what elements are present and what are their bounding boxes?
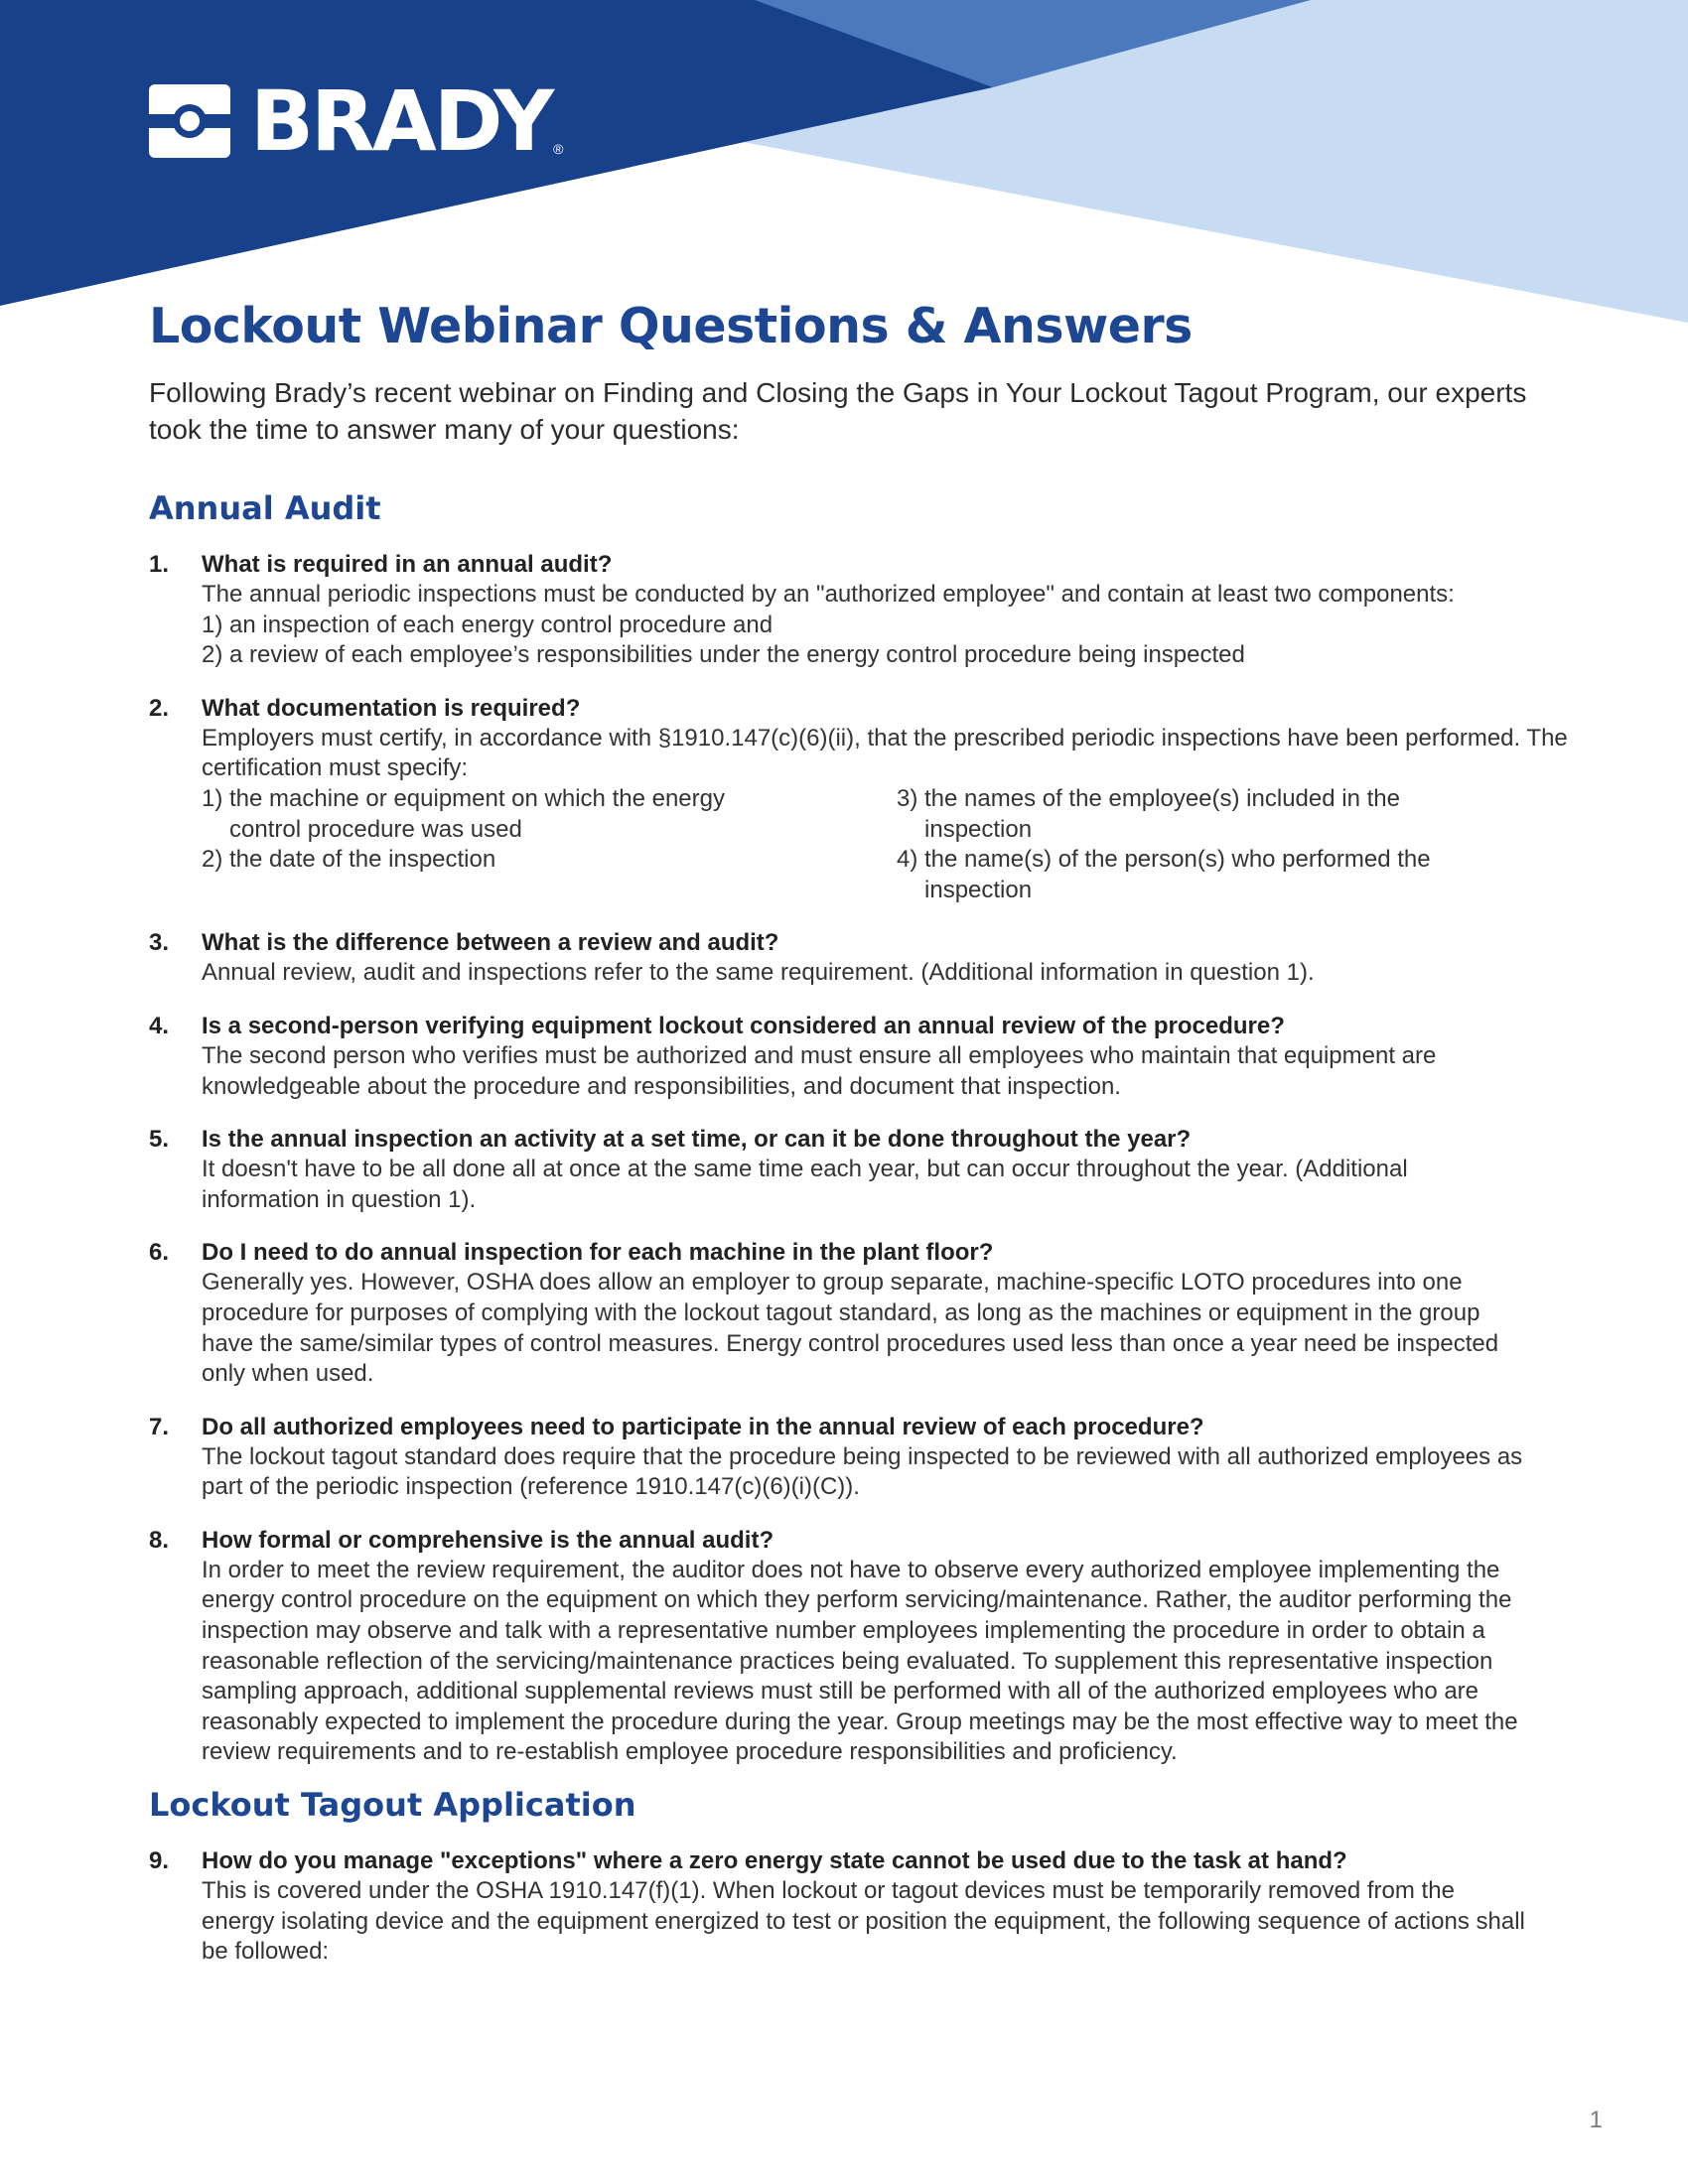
answer-text: The lockout tagout standard does require that the procedure being inspected to be reviewed with all authorized employees as part of the periodic inspection (reference 1910.147(c)(6)(i)(C)).: [202, 1442, 1523, 1501]
section-heading-annual-audit: Annual Audit: [149, 489, 381, 527]
question-number: 2.: [149, 694, 170, 722]
answer-text: The annual periodic inspections must be conducted by an "authorized employee" and contain at least two components:: [202, 581, 1455, 608]
answer-text: It doesn't have to be all done all at once at the same time each year, but can occur throughout the year. (Additional information in question 1).: [202, 1156, 1408, 1213]
list-item: 2) the date of the inspection: [202, 846, 496, 874]
question-text: What is required in an annual audit?: [202, 551, 613, 578]
answer-line: 1) an inspection of each energy control procedure and: [202, 611, 774, 638]
qa-item: [149, 1412, 1529, 1503]
answer-text: In order to meet the review requirement, the auditor does not have to observe every authorized employee implementing the energy control procedure on the equipment on which they perform servicing/maintenance. Rather, the auditor performing the inspection may observe and talk with a representative number employees implementing the procedure in order to obtain a reasonable reflection of the servicing/maintenance practices being evaluated. To supplement this representative inspection sampling approach, additional supplemental reviews must still be performed with all of the authorized employees who are reasonably expected to implement the procedure during the year. Group meetings may be the most effective way to meet the review requirements and to re-establish employee procedure responsibilities and proficiency.: [202, 1556, 1518, 1766]
question-number: 1.: [149, 551, 170, 578]
question-text: What is the difference between a review and audit?: [202, 929, 779, 957]
question-text: How formal or comprehensive is the annual audit?: [202, 1526, 774, 1554]
qa-item: [149, 549, 1529, 671]
question-number: 8.: [149, 1526, 170, 1554]
question-number: 5.: [149, 1126, 170, 1154]
question-text: Do I need to do annual inspection for each machine in the plant floor?: [202, 1239, 994, 1267]
list-item: 4) the name(s) of the person(s) who performed the inspection: [897, 846, 1431, 903]
question-text: Is the annual inspection an activity at a set time, or can it be done throughout the year?: [202, 1126, 1192, 1154]
registered-mark: ®: [553, 141, 564, 157]
question-text: What documentation is required?: [202, 694, 581, 722]
list-item: 1) the machine or equipment on which the energy control procedure was used: [202, 784, 725, 843]
section-heading-lockout-tagout-application: Lockout Tagout Application: [149, 1786, 636, 1825]
certification-list-left: [202, 784, 897, 905]
answer-line: 2) a review of each employee’s responsibilities under the energy control procedure being inspected: [202, 641, 1245, 669]
qa-item: [149, 1011, 1529, 1102]
answer-text: Generally yes. However, OSHA does allow an employer to group separate, machine-specific LOTO procedures into one procedure for purposes of complying with the lockout tagout standard, as long as the machines or equipment in the group have the same/similar types of control measures. Energy control procedures used less than once a year need be inspected only when used.: [202, 1269, 1499, 1388]
intro-paragraph: Following Brady’s recent webinar on Finding and Closing the Gaps in Your Lockout Tagout Program, our experts took the time to answer many of your questions:: [149, 377, 1527, 445]
list-item: 3) the names of the employee(s) included in the inspection: [897, 784, 1400, 843]
brady-logo-mark-icon: [149, 84, 230, 158]
question-text: How do you manage "exceptions" where a zero energy state cannot be used due to the task at hand?: [202, 1847, 1347, 1875]
question-number: 4.: [149, 1012, 170, 1039]
qa-item: [149, 1124, 1529, 1215]
qa-item: [149, 693, 1568, 906]
answer-text: Annual review, audit and inspections refer to the same requirement. (Additional information in question 1).: [202, 959, 1315, 987]
question-number: 7.: [149, 1413, 170, 1440]
answer-text: Employers must certify, in accordance with §1910.147(c)(6)(ii), that the prescribed periodic inspections have been performed. The certification must specify:: [202, 724, 1568, 782]
qa-item: [149, 927, 1529, 989]
certification-list: [202, 784, 1592, 905]
certification-list-right: [897, 784, 1592, 905]
question-text: Is a second-person verifying equipment lockout considered an annual review of the procedure?: [202, 1012, 1285, 1039]
brady-logo-wordmark: BRADY: [250, 72, 552, 170]
question-text: Do all authorized employees need to participate in the annual review of each procedure?: [202, 1413, 1204, 1440]
answer-text: The second person who verifies must be authorized and must ensure all employees who maintain that equipment are knowledgeable about the procedure and responsibilities, and document that inspection.: [202, 1041, 1437, 1100]
document-content: [149, 298, 1568, 1989]
page-title: Lockout Webinar Questions & Answers: [149, 298, 1193, 354]
answer-text: This is covered under the OSHA 1910.147(f)(1). When lockout or tagout devices must be temporarily removed from the energy isolating device and the equipment energized to test or position the equipment, the following sequence of actions shall be followed:: [202, 1877, 1525, 1966]
question-number: 6.: [149, 1239, 170, 1267]
qa-item: [149, 1525, 1529, 1768]
question-number: 3.: [149, 929, 170, 957]
page-number: 1: [1589, 2107, 1603, 2133]
question-number: 9.: [149, 1847, 170, 1875]
qa-item: [149, 1845, 1529, 1968]
brady-logo: [149, 72, 564, 170]
qa-item: [149, 1237, 1529, 1389]
